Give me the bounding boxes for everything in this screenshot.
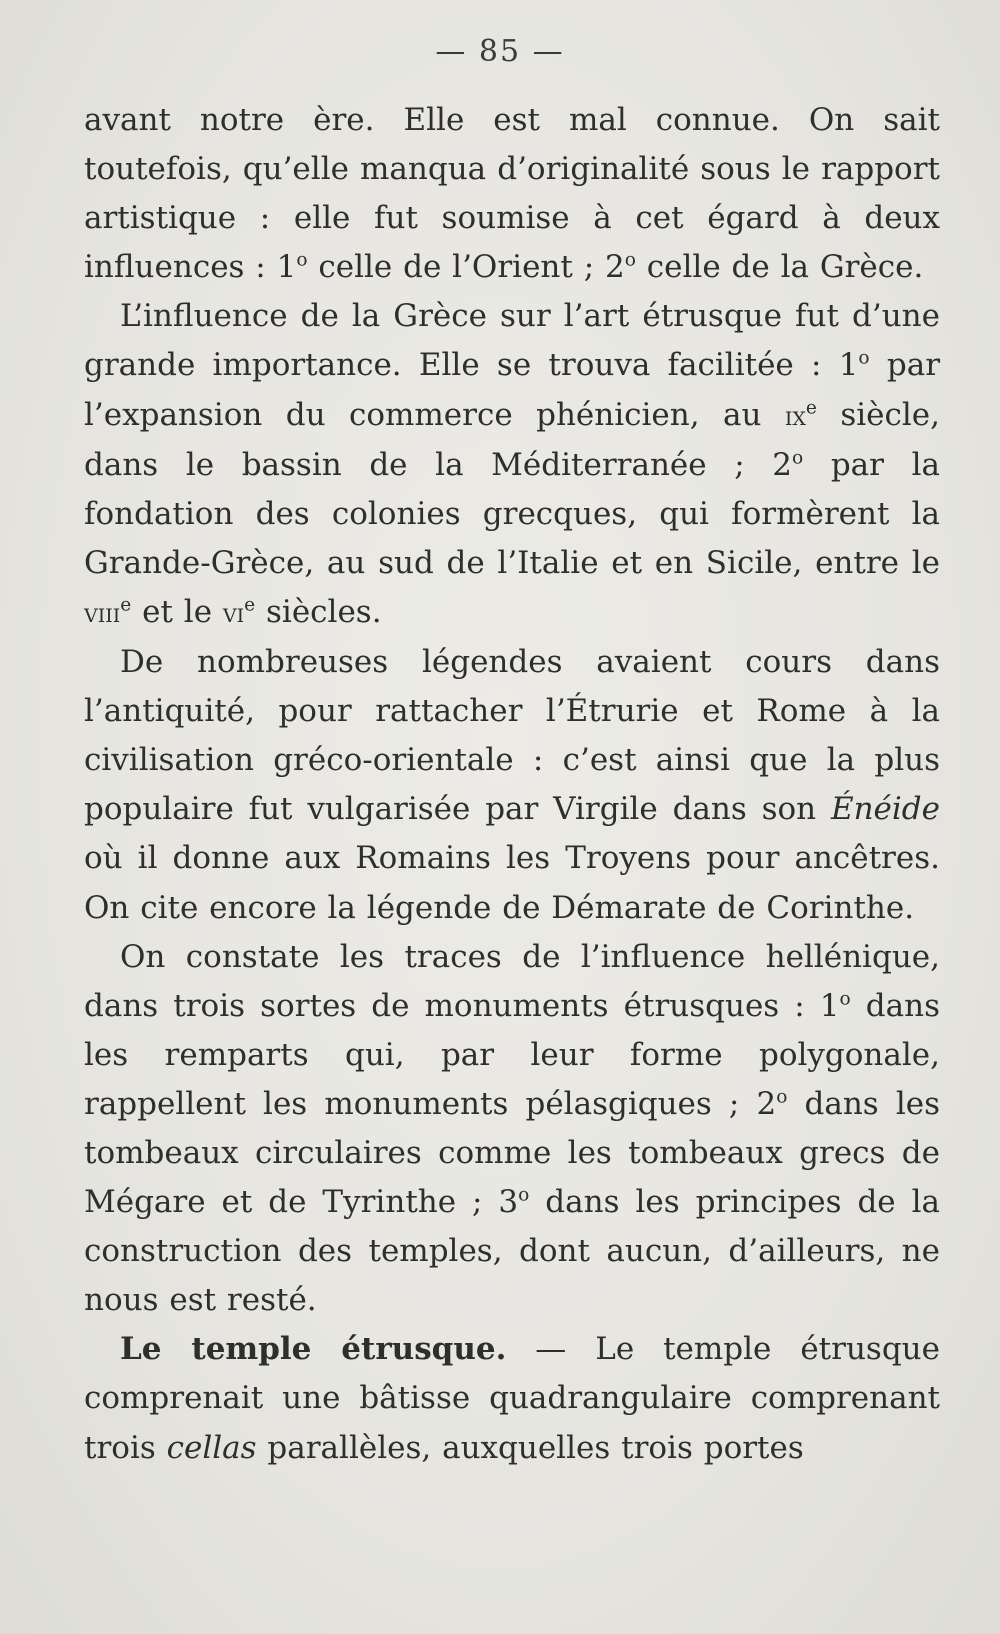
text-run: où il donne aux Romains les Troyens pour ancêtres. On cite encore la légende de Démarate de Corinthe. xyxy=(84,840,940,926)
text-run: o xyxy=(858,348,870,370)
text-run: avant notre ère. Elle est mal connue. On sait toutefois, qu’elle manqua d’originalité sous le rapport artistique : elle fut soumise à cet égard à deux influences : 1 xyxy=(84,102,940,286)
text-run: vi xyxy=(222,597,245,629)
text-run: e xyxy=(120,594,132,616)
text-run: celle de l’Orient ; 2 xyxy=(307,249,625,286)
text-run: par l’expansion du commerce phénicien, au xyxy=(84,347,941,433)
paragraph-1 xyxy=(84,96,940,292)
paragraph-5 xyxy=(84,1325,940,1472)
text-run: cellas xyxy=(166,1429,257,1466)
body-text xyxy=(84,96,940,1473)
text-run: siècles. xyxy=(255,593,382,630)
text-run: — Le temple étrusque comprenait une bâtisse quadrangulaire comprenant trois xyxy=(84,1331,940,1466)
text-run: De nombreuses légendes avaient cours dans l’antiquité, pour rattacher l’Étrurie et Rome à la civilisation gréco-orientale : c’est ainsi que la plus populaire fut vulgarisée par Virgile dans son xyxy=(84,644,940,828)
text-run: par la fondation des colonies grecques, qui formèrent la Grande-Grèce, au sud de l’Italie et en Sicile, entre le xyxy=(84,446,940,581)
text-run: dans les tombeaux circulaires comme les tombeaux grecs de Mégare et de Tyrinthe ; 3 xyxy=(84,1085,940,1221)
text-run: o xyxy=(776,1086,788,1108)
text-run: et le xyxy=(131,593,223,630)
text-run: e xyxy=(805,397,817,419)
text-run: viii xyxy=(84,597,121,629)
text-run: celle de la Grèce. xyxy=(635,249,924,286)
text-run: Énéide xyxy=(830,791,940,828)
paragraph-4 xyxy=(84,933,940,1326)
text-run: parallèles, auxquelles trois portes xyxy=(256,1429,804,1466)
text-run: siècle, dans le bassin de la Méditerranée ; 2 xyxy=(84,396,940,483)
text-run: On constate les traces de l’influence hellénique, dans trois sortes de monuments étrusques : 1 xyxy=(84,938,940,1024)
text-run: dans les remparts qui, par leur forme polygonale, rappellent les monuments pélasgiques ; 2 xyxy=(84,987,940,1122)
text-run: o xyxy=(518,1184,530,1206)
text-run: dans les principes de la construction des temples, dont aucun, d’ailleurs, ne nous est resté. xyxy=(84,1184,940,1319)
paragraph-3 xyxy=(84,638,940,933)
text-run: e xyxy=(244,594,256,616)
text-run: o xyxy=(624,249,636,271)
text-run: o xyxy=(296,249,308,271)
text-run: o xyxy=(839,988,851,1010)
text-run: Le temple étrusque. xyxy=(120,1331,507,1368)
page-number: — 85 — xyxy=(435,34,565,69)
text-run: ix xyxy=(784,400,806,432)
paragraph-2 xyxy=(84,292,940,638)
text-run: L’influence de la Grèce sur l’art étrusque fut d’une grande importance. Elle se trouva facilitée : 1 xyxy=(84,298,940,384)
text-run: o xyxy=(792,447,804,469)
